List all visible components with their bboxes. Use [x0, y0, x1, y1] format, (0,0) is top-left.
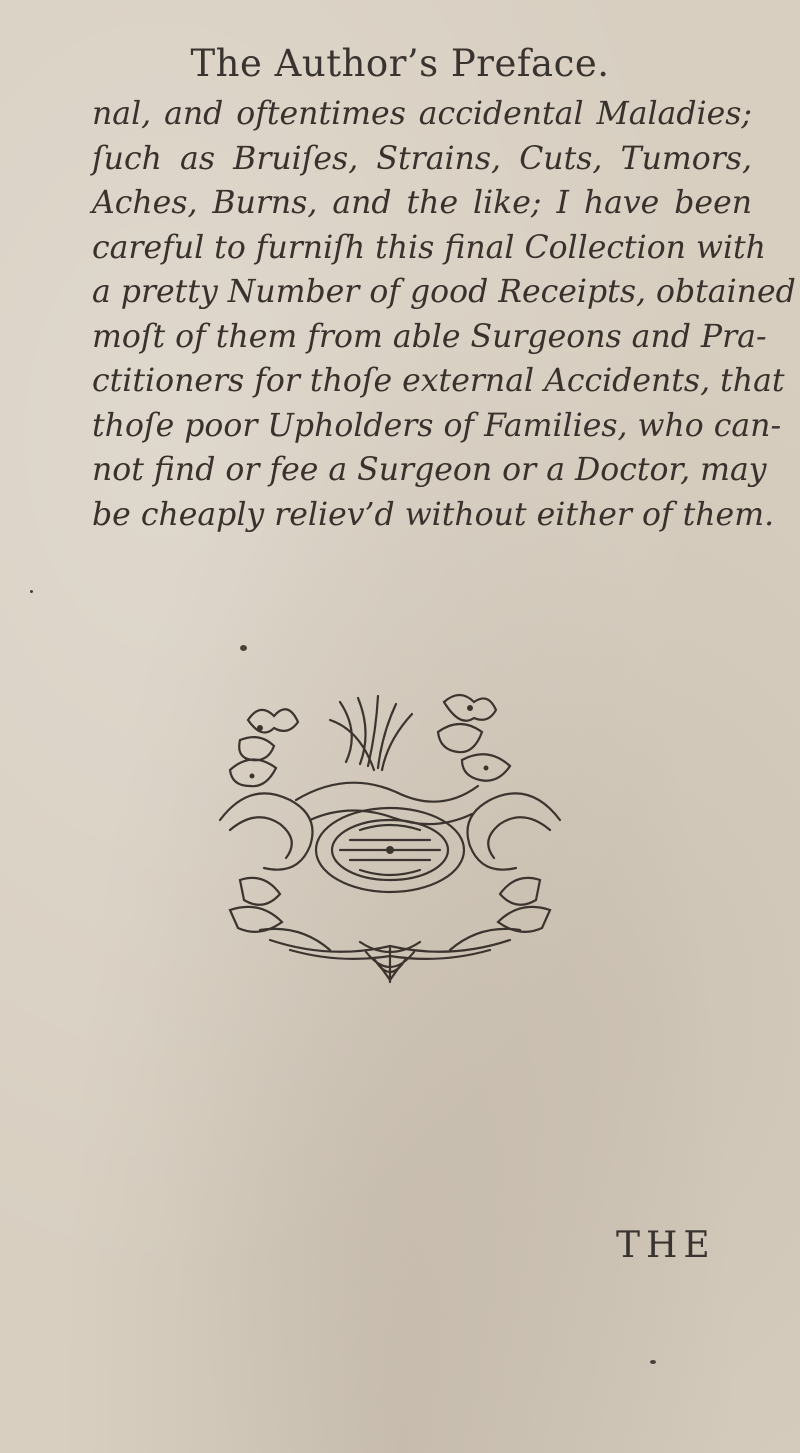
paper-speck — [30, 590, 33, 593]
text-line: moſt of them from able Surgeons and Pra- — [92, 318, 767, 355]
preface-paragraph — [92, 92, 796, 537]
paper-speck — [650, 1360, 656, 1364]
text-line: not find or fee a Surgeon or a Doctor, may — [92, 452, 767, 488]
text-line: a pretty Number of good Receipts, obtained — [92, 274, 796, 310]
text-line: thoſe poor Upholders of Families, who can- — [92, 407, 782, 444]
text-line: ſuch as Bruiſes, Strains, Cuts, Tumors, — [92, 140, 752, 177]
paper-speck — [240, 645, 247, 651]
floral-tailpiece-ornament-icon — [200, 680, 580, 990]
text-line: be cheaply reliev’d without either of them. — [92, 496, 775, 533]
text-line: Aches, Burns, and the like; I have been — [92, 185, 752, 221]
running-title: The Author’s Preface. — [190, 42, 610, 85]
catchword: THE — [616, 1225, 716, 1266]
text-line: ctitioners for thoſe external Accidents, that — [92, 363, 785, 399]
text-line: nal, and oftentimes accidental Maladies; — [92, 96, 752, 132]
text-line: careful to furniſh this final Collection with — [92, 229, 766, 266]
